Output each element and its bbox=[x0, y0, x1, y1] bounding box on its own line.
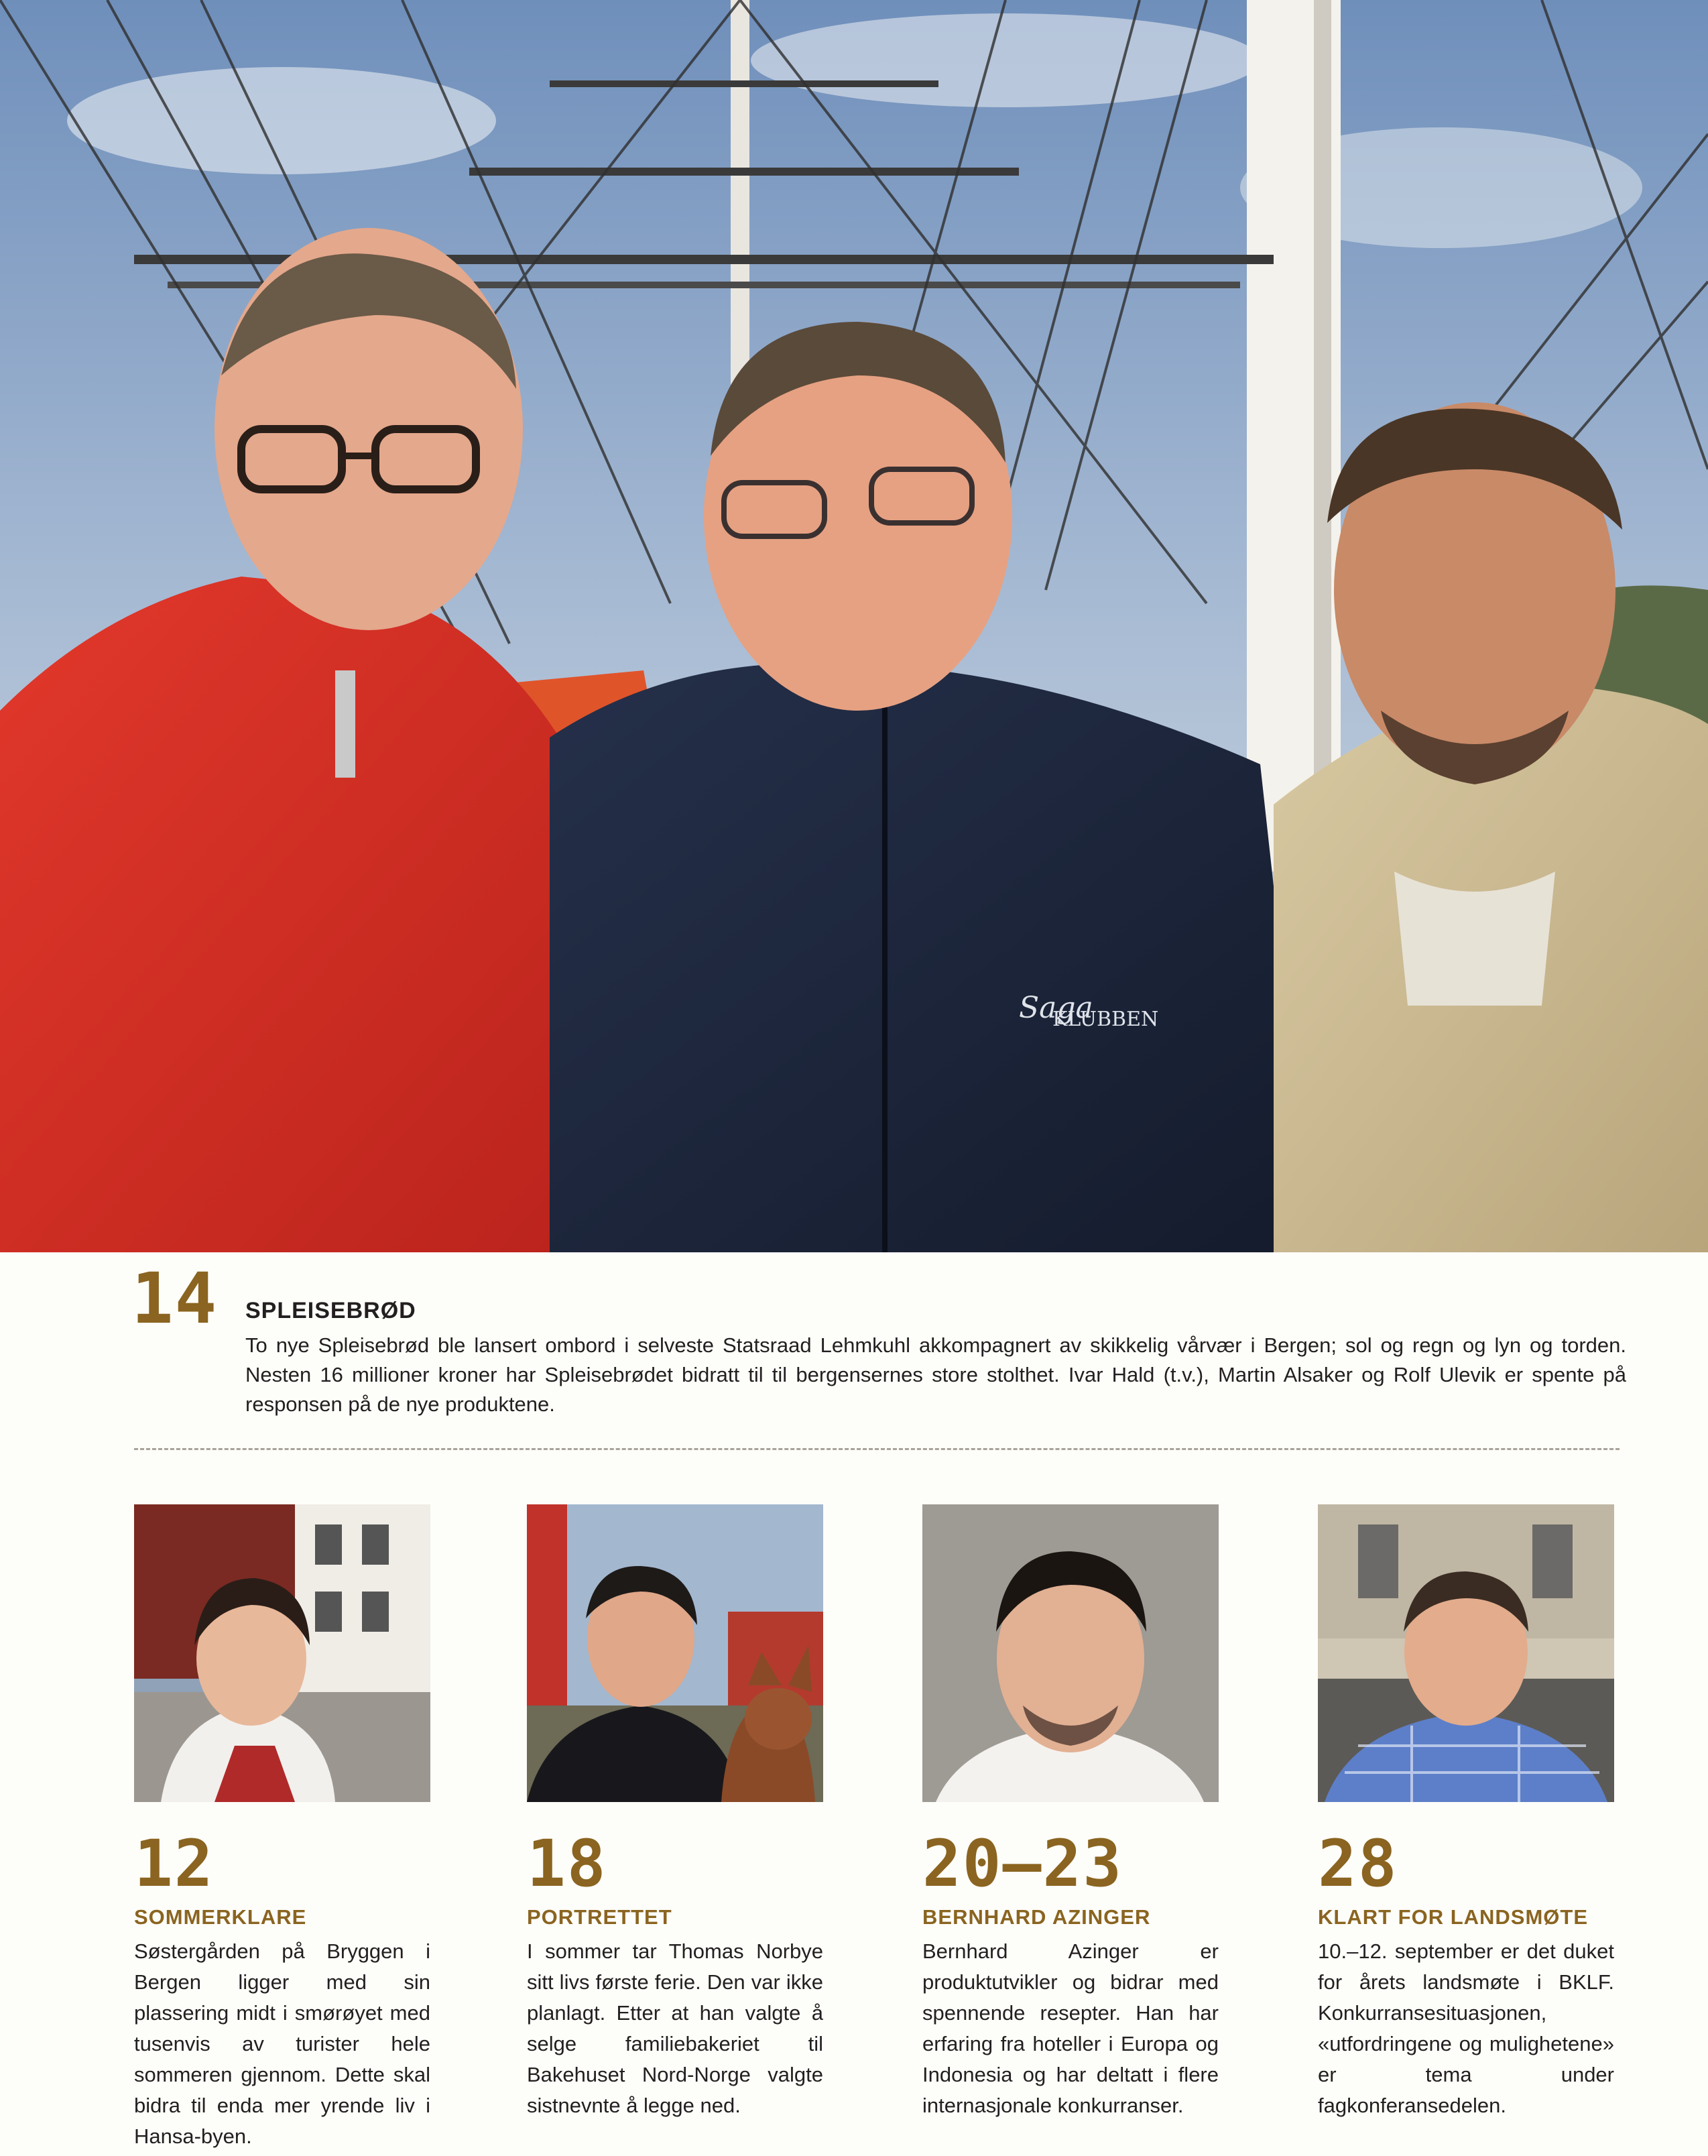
feature-text: 10.–12. september er det duket for årets landsmøte i BKLF. Konkurransesituasjonen, «utfordringene og mulighetene» er tema under fagkonferansedelen. bbox=[1318, 1939, 1614, 2117]
feature-heading: BERNHARD AZINGER bbox=[922, 1905, 1151, 1929]
dashed-divider bbox=[134, 1448, 1620, 1450]
feature-heading: SOMMERKLARE bbox=[134, 1905, 307, 1929]
feature-card[interactable] bbox=[1318, 1504, 1614, 2121]
feature-thumbnail-portrettet bbox=[527, 1504, 823, 1802]
thumbnail-illustration bbox=[1318, 1504, 1614, 1802]
feature-heading: KLART FOR LANDSMØTE bbox=[1318, 1905, 1589, 1929]
jacket-logo-top: Saga bbox=[1019, 991, 1093, 1025]
feature-card[interactable] bbox=[922, 1504, 1219, 2121]
feature-thumbnail-bernhard-azinger bbox=[922, 1504, 1219, 1802]
feature-page-number: 18 bbox=[527, 1826, 607, 1901]
thumbnail-illustration bbox=[527, 1504, 823, 1802]
feature-text: Søstergården på Bryggen i Bergen ligger med sin plassering midt i smørøyet med tusenvis av turister hele sommeren gjennom. Dette skal bidra til enda mer yrende liv i Hansa-byen. bbox=[134, 1939, 430, 2148]
main-feature-text: To nye Spleisebrød ble lansert ombord i selveste Statsraad Lehmkuhl akkompagnert av skikkelig vårvær i Bergen; sol og regn og lyn og torden. Nesten 16 millioner kroner har Spleisebrødet bidratt til til bergensernes store stolthet. Ivar Hald (t.v.), Martin Alsaker og Rolf Ulevik er spente på responsen på de nye produktene. bbox=[245, 1333, 1626, 1416]
jacket-logo-bottom: KLUBBEN bbox=[1052, 1008, 1159, 1031]
feature-heading: PORTRETTET bbox=[527, 1905, 672, 1929]
thumbnail-illustration bbox=[134, 1504, 430, 1802]
main-feature bbox=[245, 1298, 1626, 1419]
feature-page-number: 20–23 bbox=[922, 1826, 1123, 1901]
feature-text: Bernhard Azinger er produktutvikler og bidrar med spennende resepter. Han har erfaring fra hoteller i Europa og Indonesia og har deltatt i flere internasjonale konkurranser. bbox=[922, 1939, 1219, 2117]
main-feature-page-number: 14 bbox=[131, 1258, 219, 1339]
feature-page-number: 12 bbox=[134, 1826, 215, 1901]
feature-text: I sommer tar Thomas Norbye sitt livs første ferie. Den var ikke planlagt. Etter at han valgte å selge familiebakeriet til Bakehuset Nord-Norge valgte sistnevnte å legge ned. bbox=[527, 1939, 823, 2117]
feature-page-number: 28 bbox=[1318, 1826, 1398, 1901]
feature-thumbnail-landsmote bbox=[1318, 1504, 1614, 1802]
feature-card[interactable] bbox=[134, 1504, 430, 2152]
feature-card[interactable] bbox=[527, 1504, 823, 2121]
main-feature-heading: SPLEISEBRØD bbox=[245, 1298, 416, 1323]
feature-thumbnail-sommerklare bbox=[134, 1504, 430, 1802]
thumbnail-illustration bbox=[922, 1504, 1219, 1802]
